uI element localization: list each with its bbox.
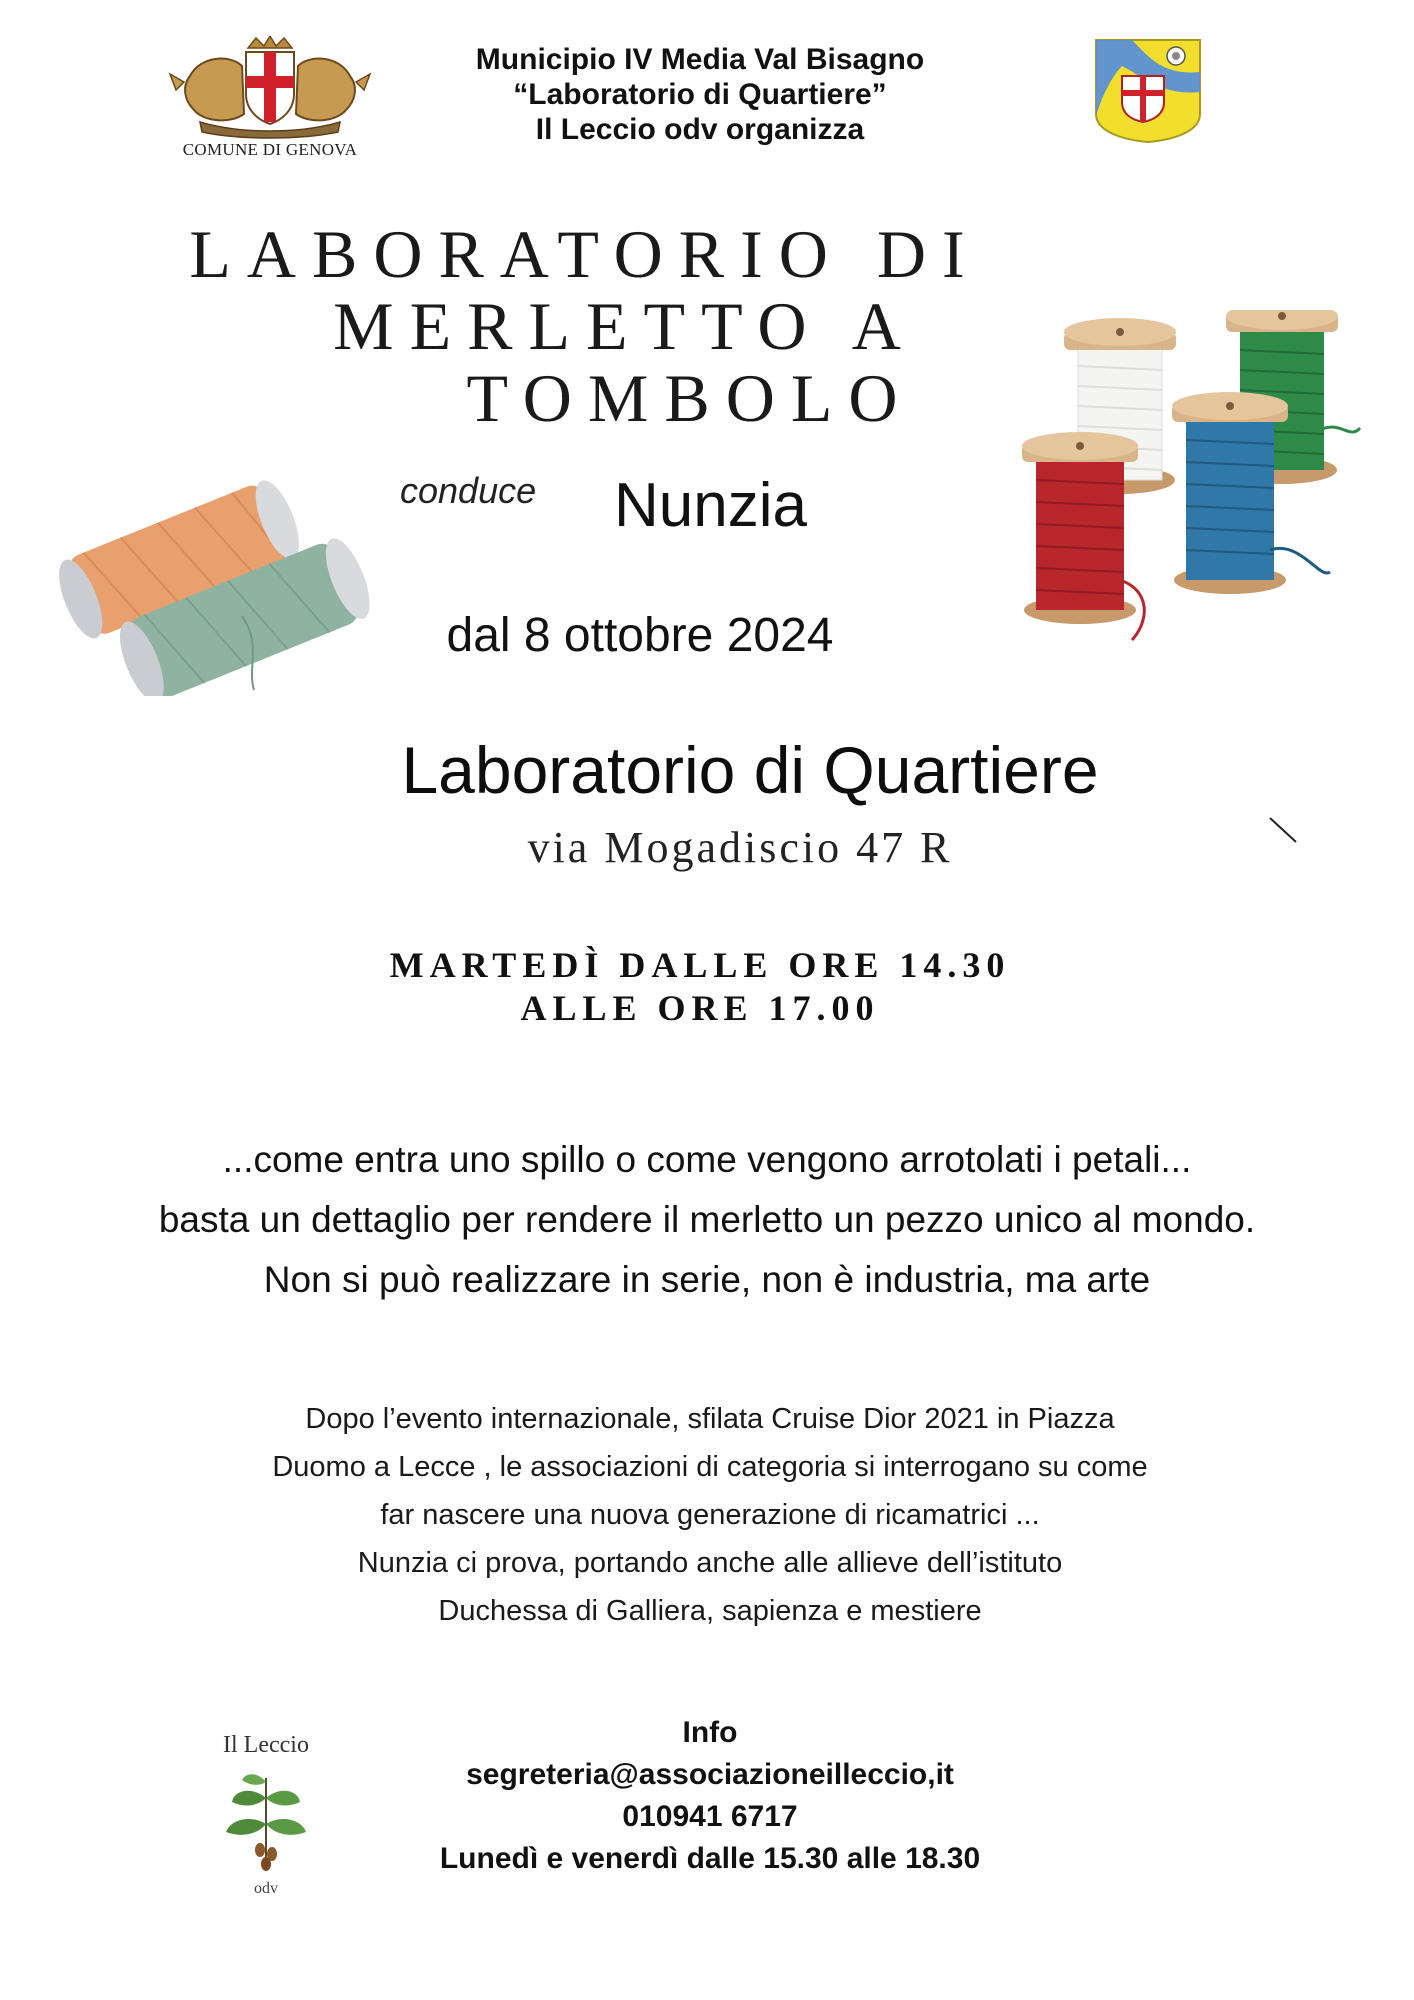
contact-info (340, 1712, 1080, 1880)
comune-label: COMUNE DI GENOVA (182, 140, 358, 159)
schedule-line-2: ALLE ORE 17.00 (520, 988, 880, 1028)
needle-icon (1268, 816, 1298, 846)
quote-line-2: basta un dettaglio per rendere il merletto un pezzo unico al mondo. (158, 1199, 1256, 1240)
organizer-header (400, 42, 1000, 147)
leccio-logo-title: Il Leccio (223, 1732, 309, 1758)
description-paragraph (180, 1395, 1240, 1635)
conduce-label: conduce (400, 470, 537, 511)
description-line-4: Nunzia ci prova, portando anche alle allieve dell’istituto (357, 1547, 1063, 1579)
title-line-3: TOMBOLO (466, 360, 914, 436)
municipio-crest-logo (1092, 36, 1204, 144)
start-date: dal 8 ottobre 2024 (446, 609, 834, 662)
organizer-line-2: “Laboratorio di Quartiere” (513, 78, 887, 111)
organizer-line-3: Il Leccio odv organizza (535, 113, 865, 146)
il-leccio-logo (206, 1732, 326, 1902)
colored-thread-spools-icon (1020, 310, 1370, 650)
quote-line-3: Non si può realizzare in serie, non è industria, ma arte (263, 1259, 1151, 1300)
genova-coat-of-arms-icon (160, 36, 380, 140)
quote-line-1: ...come entra uno spillo o come vengono arrotolati i petali... (222, 1139, 1192, 1180)
info-hours: Lunedì e venerdì dalle 15.30 alle 18.30 (439, 1842, 981, 1875)
conductor-name: Nunzia (614, 471, 807, 540)
description-line-5: Duchessa di Galliera, sapienza e mestiere (438, 1595, 982, 1627)
organizer-line-1: Municipio IV Media Val Bisagno (475, 43, 925, 76)
event-title (150, 218, 1030, 434)
description-line-1: Dopo l’evento internazionale, sfilata Cruise Dior 2021 in Piazza (305, 1403, 1115, 1435)
leccio-logo-subtitle: odv (254, 1880, 278, 1897)
quote-block (14, 1130, 1400, 1310)
venue-address: via Mogadiscio 47 R (527, 823, 953, 872)
municipio-shield-icon (1092, 36, 1204, 144)
title-line-2: MERLETTO A (333, 288, 917, 364)
schedule (200, 944, 1200, 1030)
info-heading: Info (682, 1716, 738, 1749)
oak-branch-icon (222, 1768, 310, 1878)
comune-di-genova-logo (160, 36, 380, 166)
description-line-3: far nascere una nuova generazione di ricamatrici ... (380, 1499, 1040, 1531)
schedule-line-1: MARTEDÌ DALLE ORE 14.30 (389, 945, 1011, 985)
title-line-1: LABORATORIO DI (189, 216, 981, 292)
info-email[interactable]: segreteria@associazioneilleccio,it (466, 1758, 954, 1791)
description-line-2: Duomo a Lecce , le associazioni di categoria si interrogano su come (272, 1451, 1148, 1483)
right-thread-spools-illustration (1020, 310, 1370, 650)
venue-name: Laboratorio di Quartiere (401, 733, 1099, 807)
info-phone[interactable]: 010941 6717 (622, 1800, 798, 1833)
